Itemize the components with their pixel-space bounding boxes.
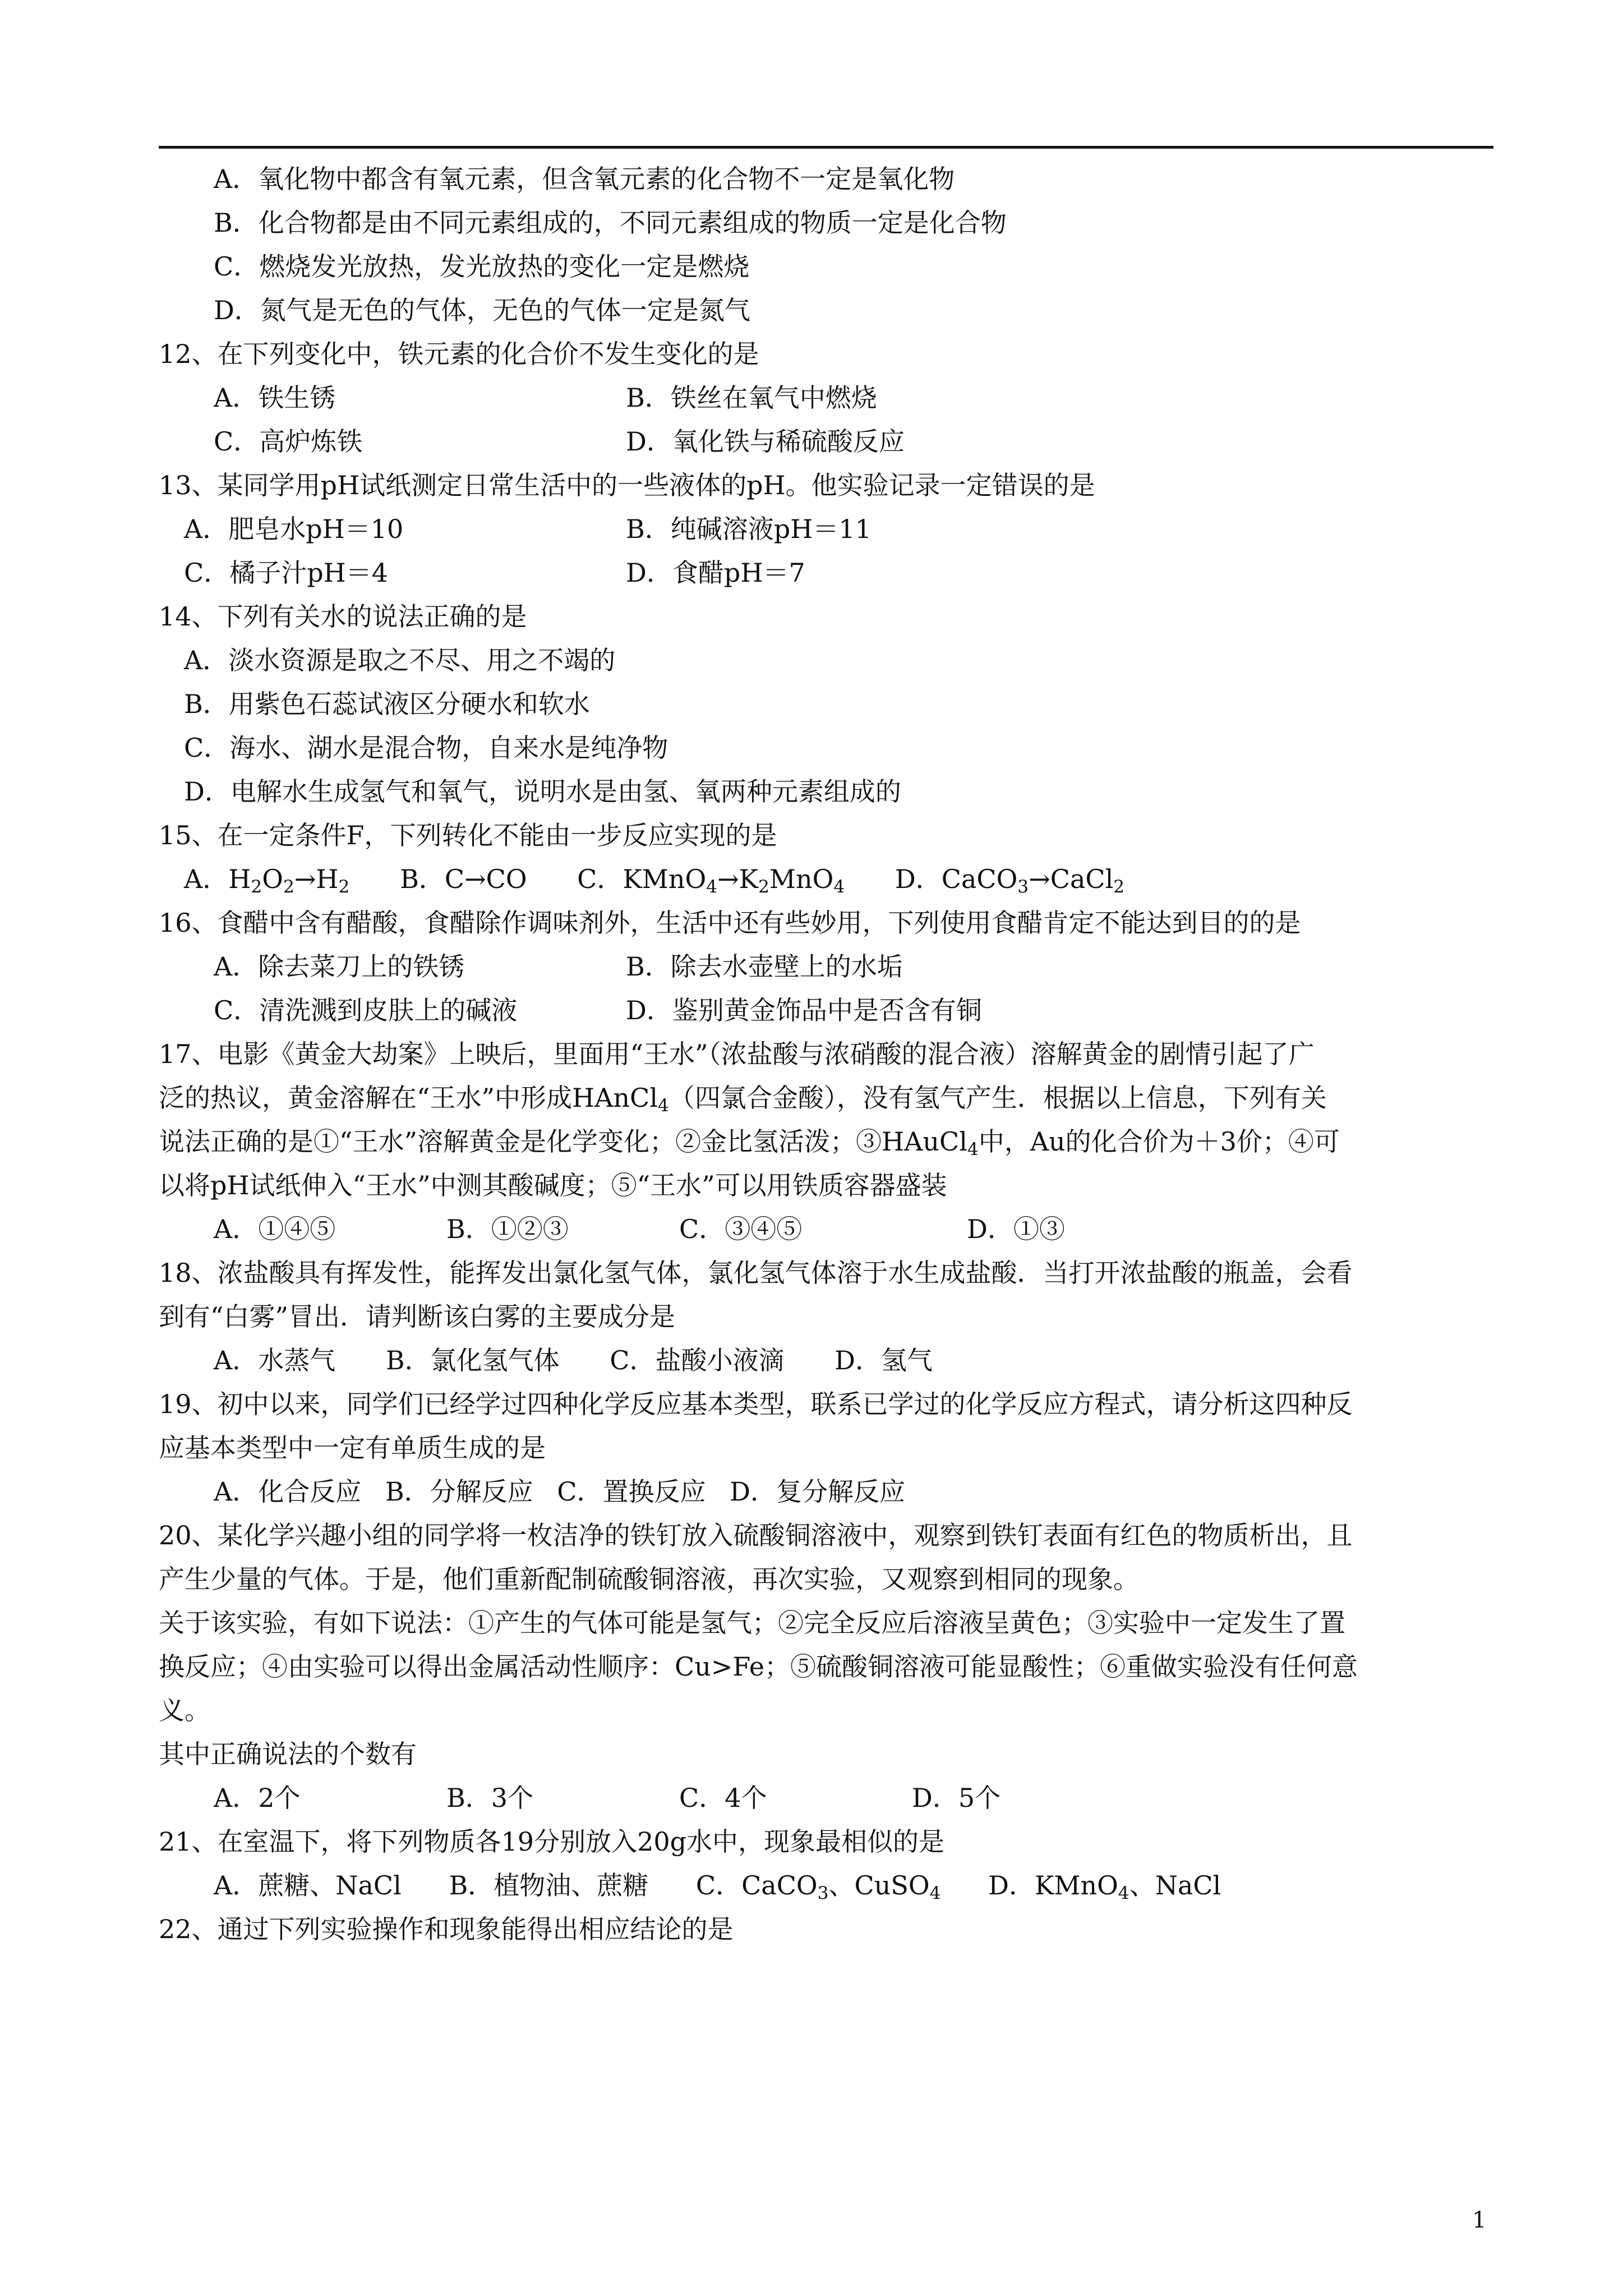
q12-stem: 12、在下列变化中，铁元素的化合价不发生变化的是 [159,339,759,369]
q15-option-b: B．C→CO [400,864,527,894]
question-18 [159,1251,1493,1382]
q20-option-a: A．2个 [214,1783,301,1813]
q14-option-a: A．淡水资源是取之不尽、用之不竭的 [184,645,616,675]
question-17 [159,1032,1493,1251]
q18-line-2: 到有“白雾”冒出．请判断该白雾的主要成分是 [159,1301,676,1332]
q21-option-d: D．KMnO$_4$、NaCl [988,1870,1221,1903]
q14-option-d: D．电解水生成氢气和氧气，说明水是由氢、氧两种元素组成的 [184,776,901,807]
q19-options [159,1470,1493,1513]
q21-stem: 21、在室温下，将下列物质各19分别放入20g水中，现象最相似的是 [159,1826,945,1857]
q20-line-1: 20、某化学兴趣小组的同学将一枚洁净的铁钉放入硫酸铜溶液中，观察到铁钉表面有红色的物质析出，且 [159,1520,1353,1550]
q19-option-c: C．置换反应 [557,1476,706,1507]
q17-line-4: 以将pH试纸伸入“王水”中测其酸碱度；⑤“王水”可以用铁质容器盛装 [159,1170,947,1200]
q12-option-b: B．铁丝在氧气中燃烧 [626,383,877,413]
q20-options [159,1776,1493,1820]
q11-option-a: A．氧化物中都含有氧元素，但含氧元素的化合物不一定是氧化物 [214,164,955,194]
question-12 [159,332,1493,463]
q20-line-2: 产生少量的气体。于是，他们重新配制硫酸铜溶液，再次实验，又观察到相同的现象。 [159,1564,1139,1594]
q13-option-a: A．肥皂水pH＝10 [184,514,404,544]
q19-option-b: B．分解反应 [385,1476,533,1507]
q13-options-row-1 [159,507,1493,551]
question-20 [159,1513,1493,1820]
q16-option-b: B．除去水壶壁上的水垢 [626,951,903,982]
q17-option-a: A．①④⑤ [214,1214,336,1244]
q16-options-row-1 [159,945,1493,988]
q20-line-3: 关于该实验，有如下说法：①产生的气体可能是氢气；②完全反应后溶液呈黄色；③实验中一定发生了置 [159,1608,1345,1638]
q17-line-2: 泛的热议，黄金溶解在“王水”中形成HAnCl$_4$（四氯合金酸），没有氢气产生．根据以上信息，下列有关 [159,1083,1327,1116]
q12-option-c: C．高炉炼铁 [214,426,363,457]
q14-option-b: B．用紫色石蕊试液区分硬水和软水 [184,689,590,719]
q19-line-1: 19、初中以来，同学们已经学过四种化学反应基本类型，联系已学过的化学反应方程式，请分析这四种反 [159,1389,1353,1419]
q13-option-d: D．食醋pH＝7 [626,558,805,588]
q13-option-c: C．橘子汁pH＝4 [184,558,389,588]
header-rule [159,146,1493,149]
q11-option-d: D．氮气是无色的气体，无色的气体一定是氮气 [214,295,750,325]
question-13 [159,463,1493,595]
question-22 [159,1907,1493,1951]
q19-line-2: 应基本类型中一定有单质生成的是 [159,1433,546,1463]
q17-options [159,1207,1493,1251]
q18-line-1: 18、浓盐酸具有挥发性，能挥发出氯化氢气体，氯化氢气体溶于水生成盐酸．当打开浓盐酸的瓶盖，会看 [159,1258,1353,1288]
q17-line-3: 说法正确的是①“王水”溶解黄金是化学变化；②金比氢活泼；③HAuCl$_4$中，Au的化合价为＋3价；④可 [159,1126,1340,1159]
q11-option-c: C．燃烧发光放热，发光放热的变化一定是燃烧 [214,251,750,282]
question-11-options [159,157,1493,332]
q17-option-d: D．①③ [967,1214,1065,1244]
exam-content [159,157,1493,1951]
q20-line-4: 换反应；④由实验可以得出金属活动性顺序：Cu>Fe；⑤硫酸铜溶液可能显酸性；⑥重做实验没有任何意 [159,1651,1358,1682]
question-14 [159,595,1493,813]
q19-option-d: D．复分解反应 [730,1476,906,1507]
q12-option-d: D．氧化铁与稀硫酸反应 [626,426,905,457]
q12-options-row-2 [159,420,1493,463]
q11-option-b: B．化合物都是由不同元素组成的，不同元素组成的物质一定是化合物 [214,208,1007,238]
q17-option-b: B．①②③ [446,1214,569,1244]
q21-options [159,1864,1493,1907]
q16-option-a: A．除去菜刀上的铁锈 [214,951,465,982]
page-number: 1 [1472,2207,1487,2233]
q16-stem: 16、食醋中含有醋酸，食醋除作调味剂外，生活中还有些妙用，下列使用食醋肯定不能达到目的的是 [159,908,1301,938]
question-21 [159,1820,1493,1907]
q20-line-6: 其中正确说法的个数有 [159,1739,417,1769]
q19-option-a: A．化合反应 [214,1476,362,1507]
q14-stem: 14、下列有关水的说法正确的是 [159,601,527,632]
q16-option-c: C．清洗溅到皮肤上的碱液 [214,995,518,1025]
question-16 [159,901,1493,1032]
q18-options [159,1338,1493,1382]
q15-option-a: A．$H_2O_2\to H_2$ [184,864,350,897]
q16-option-d: D．鉴别黄金饰品中是否含有铜 [626,995,982,1025]
question-19 [159,1382,1493,1513]
q15-stem: 15、在一定条件F，下列转化不能由一步反应实现的是 [159,820,777,850]
q15-option-c: C．$KMnO_4\to K_2MnO_4$ [577,864,845,897]
q20-line-5: 义。 [159,1695,210,1726]
q13-options-row-2 [159,551,1493,595]
q21-option-c: C．CaCO$_3$、CuSO$_4$ [695,1870,941,1903]
q18-option-d: D．氢气 [834,1345,933,1375]
q21-option-b: B．植物油、蔗糖 [449,1870,649,1901]
q20-option-d: D．5个 [912,1783,1001,1813]
q14-option-c: C．海水、湖水是混合物，自来水是纯净物 [184,733,668,763]
q22-stem: 22、通过下列实验操作和现象能得出相应结论的是 [159,1914,734,1944]
q17-line-1: 17、电影《黄金大劫案》上映后，里面用“王水”（浓盐酸与浓硝酸的混合液）溶解黄金的剧情引起了广 [159,1039,1315,1069]
q13-stem: 13、某同学用pH试纸测定日常生活中的一些液体的pH。他实验记录一定错误的是 [159,470,1095,500]
q18-option-c: C．盐酸小液滴 [610,1345,785,1375]
q18-option-a: A．水蒸气 [214,1345,336,1375]
q20-option-c: C．4个 [679,1783,767,1813]
q16-options-row-2 [159,988,1493,1032]
q13-option-b: B．纯碱溶液pH＝11 [626,514,872,544]
q20-option-b: B．3个 [446,1783,534,1813]
question-15 [159,813,1493,901]
q21-option-a: A．蔗糖、NaCl [214,1870,402,1901]
q12-option-a: A．铁生锈 [214,383,336,413]
q17-option-c: C．③④⑤ [679,1214,803,1244]
q18-option-b: B．氯化氢气体 [385,1345,560,1375]
q12-options-row-1 [159,376,1493,420]
q15-options [159,857,1493,901]
q15-option-d: D．CaCO$_3$→CaCl$_2$ [895,864,1125,897]
